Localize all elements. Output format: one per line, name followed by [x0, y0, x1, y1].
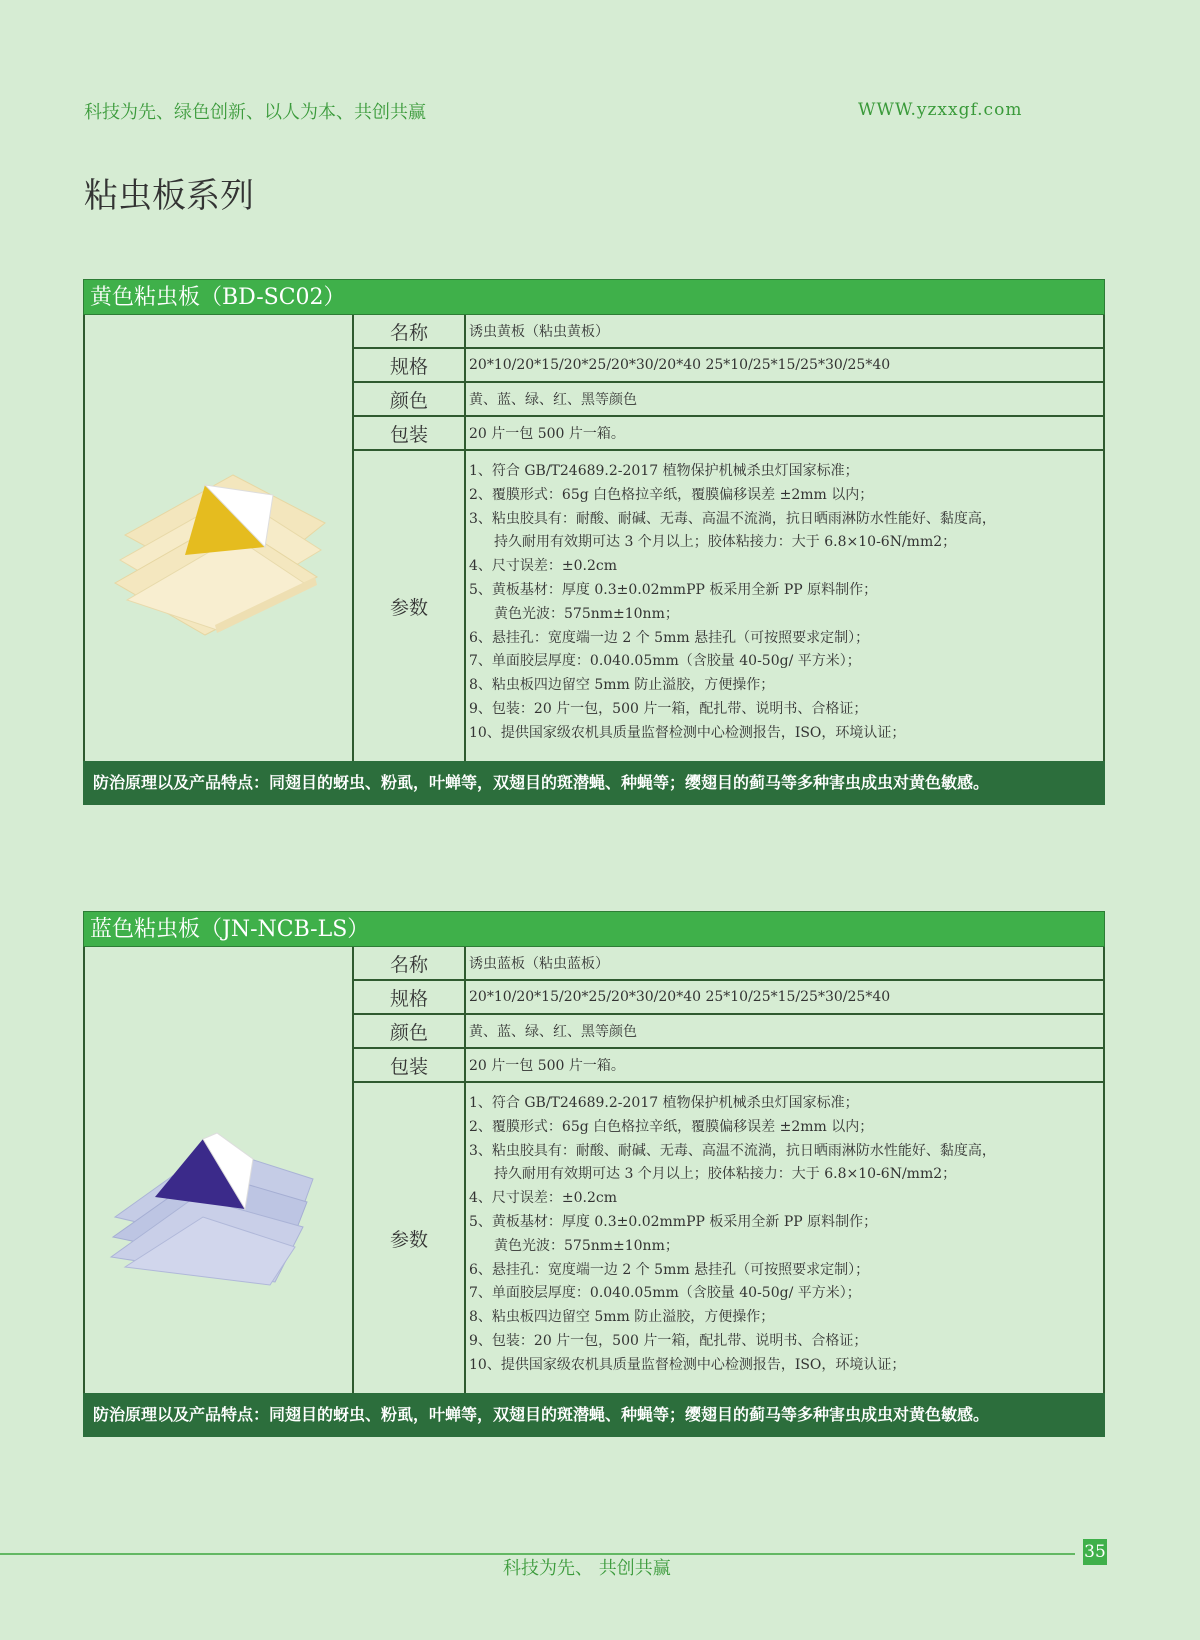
param-item: 8、粘虫板四边留空 5mm 防止溢胶，方便操作；: [469, 1309, 775, 1326]
product-card-blue: [83, 911, 1105, 1437]
label-params: 参数: [354, 451, 466, 761]
value-color: 黄、蓝、绿、红、黑等颜色: [469, 1024, 637, 1040]
param-item: 1、符合 GB/T24689.2-2017 植物保护机械杀虫灯国家标准；: [469, 1095, 859, 1111]
product-feature-footer: 防治原理以及产品特点：同翅目的蚜虫、粉虱，叶蝉等，双翅目的斑潜蝇、种蝇等；缨翅目的蓟马等多种害虫成虫对黄色敏感。: [83, 761, 1105, 805]
website-url[interactable]: WWW.yzxxgf.com: [858, 100, 1023, 120]
label-params: 参数: [354, 1083, 466, 1393]
params-list: [469, 460, 996, 746]
param-item: 5、黄板基材：厚度 0.3±0.02mmPP 板采用全新 PP 原料制作；: [469, 1213, 878, 1230]
label-spec: 规格: [354, 981, 466, 1013]
label-name: 名称: [354, 947, 466, 979]
label-color: 颜色: [354, 1015, 466, 1047]
footer-slogan: 科技为先、 共创共赢: [503, 1558, 671, 1579]
param-item: 8、粘虫板四边留空 5mm 防止溢胶，方便操作；: [469, 677, 775, 694]
product-title: 黄色粘虫板（BD-SC02）: [83, 279, 1105, 315]
param-item: 黄色光波：575nm±10nm；: [494, 1237, 679, 1254]
product-card-yellow: [83, 279, 1105, 805]
param-item: 1、符合 GB/T24689.2-2017 植物保护机械杀虫灯国家标准；: [469, 463, 859, 479]
value-name: 诱虫黄板（粘虫黄板）: [469, 324, 609, 340]
label-package: 包装: [354, 417, 466, 449]
value-spec: 20*10/20*15/20*25/20*30/20*40 25*10/25*15/25*30/25*40: [469, 357, 891, 373]
value-package: 20 片一包 500 片一箱。: [469, 426, 625, 442]
params-list: [469, 1092, 996, 1378]
param-item: 持久耐用有效期可达 3 个月以上；胶体粘接力：大于 6.8×10-6N/mm2；: [494, 1166, 957, 1183]
param-item: 4、尺寸误差：±0.2cm: [469, 558, 618, 575]
product-feature-footer: 防治原理以及产品特点：同翅目的蚜虫、粉虱，叶蝉等，双翅目的斑潜蝇、种蝇等；缨翅目的蓟马等多种害虫成虫对黄色敏感。: [83, 1393, 1105, 1437]
param-item: 9、包装：20 片一包，500 片一箱，配扎带、说明书、合格证；: [469, 1332, 868, 1349]
value-name: 诱虫蓝板（粘虫蓝板）: [469, 956, 609, 972]
param-item: 9、包装：20 片一包，500 片一箱，配扎带、说明书、合格证；: [469, 700, 868, 717]
yellow-sticky-trap-image: [85, 315, 354, 761]
param-item: 10、提供国家级农机具质量监督检测中心检测报告，ISO，环境认证；: [469, 724, 906, 741]
param-item: 2、覆膜形式：65g 白色格拉辛纸，覆膜偏移误差 ±2mm 以内；: [469, 1118, 874, 1135]
param-item: 2、覆膜形式：65g 白色格拉辛纸，覆膜偏移误差 ±2mm 以内；: [469, 486, 874, 503]
label-color: 颜色: [354, 383, 466, 415]
label-package: 包装: [354, 1049, 466, 1081]
param-item: 7、单面胶层厚度：0.040.05mm（含胶量 40-50g/ 平方米）；: [469, 1285, 861, 1302]
value-package: 20 片一包 500 片一箱。: [469, 1058, 625, 1074]
page-number: 35: [1083, 1539, 1107, 1565]
page-title: 粘虫板系列: [84, 176, 254, 216]
param-item: 3、粘虫胶具有：耐酸、耐碱、无毒、高温不流淌，抗日晒雨淋防水性能好、黏度高，: [469, 510, 996, 527]
param-item: 7、单面胶层厚度：0.040.05mm（含胶量 40-50g/ 平方米）；: [469, 653, 861, 670]
param-item: 5、黄板基材：厚度 0.3±0.02mmPP 板采用全新 PP 原料制作；: [469, 581, 878, 598]
param-item: 黄色光波：575nm±10nm；: [494, 605, 679, 622]
param-item: 4、尺寸误差：±0.2cm: [469, 1190, 618, 1207]
param-item: 持久耐用有效期可达 3 个月以上；胶体粘接力：大于 6.8×10-6N/mm2；: [494, 534, 957, 551]
label-name: 名称: [354, 315, 466, 347]
value-spec: 20*10/20*15/20*25/20*30/20*40 25*10/25*15/25*30/25*40: [469, 989, 891, 1005]
param-item: 3、粘虫胶具有：耐酸、耐碱、无毒、高温不流淌，抗日晒雨淋防水性能好、黏度高，: [469, 1142, 996, 1159]
param-item: 10、提供国家级农机具质量监督检测中心检测报告，ISO，环境认证；: [469, 1356, 906, 1373]
label-spec: 规格: [354, 349, 466, 381]
product-title: 蓝色粘虫板（JN-NCB-LS）: [83, 911, 1105, 947]
value-color: 黄、蓝、绿、红、黑等颜色: [469, 392, 637, 408]
blue-sticky-trap-image: [85, 947, 354, 1393]
param-item: 6、悬挂孔：宽度端一边 2 个 5mm 悬挂孔（可按照要求定制）；: [469, 1261, 870, 1278]
param-item: 6、悬挂孔：宽度端一边 2 个 5mm 悬挂孔（可按照要求定制）；: [469, 629, 870, 646]
header-slogan: 科技为先、绿色创新、以人为本、共创共赢: [84, 102, 426, 123]
